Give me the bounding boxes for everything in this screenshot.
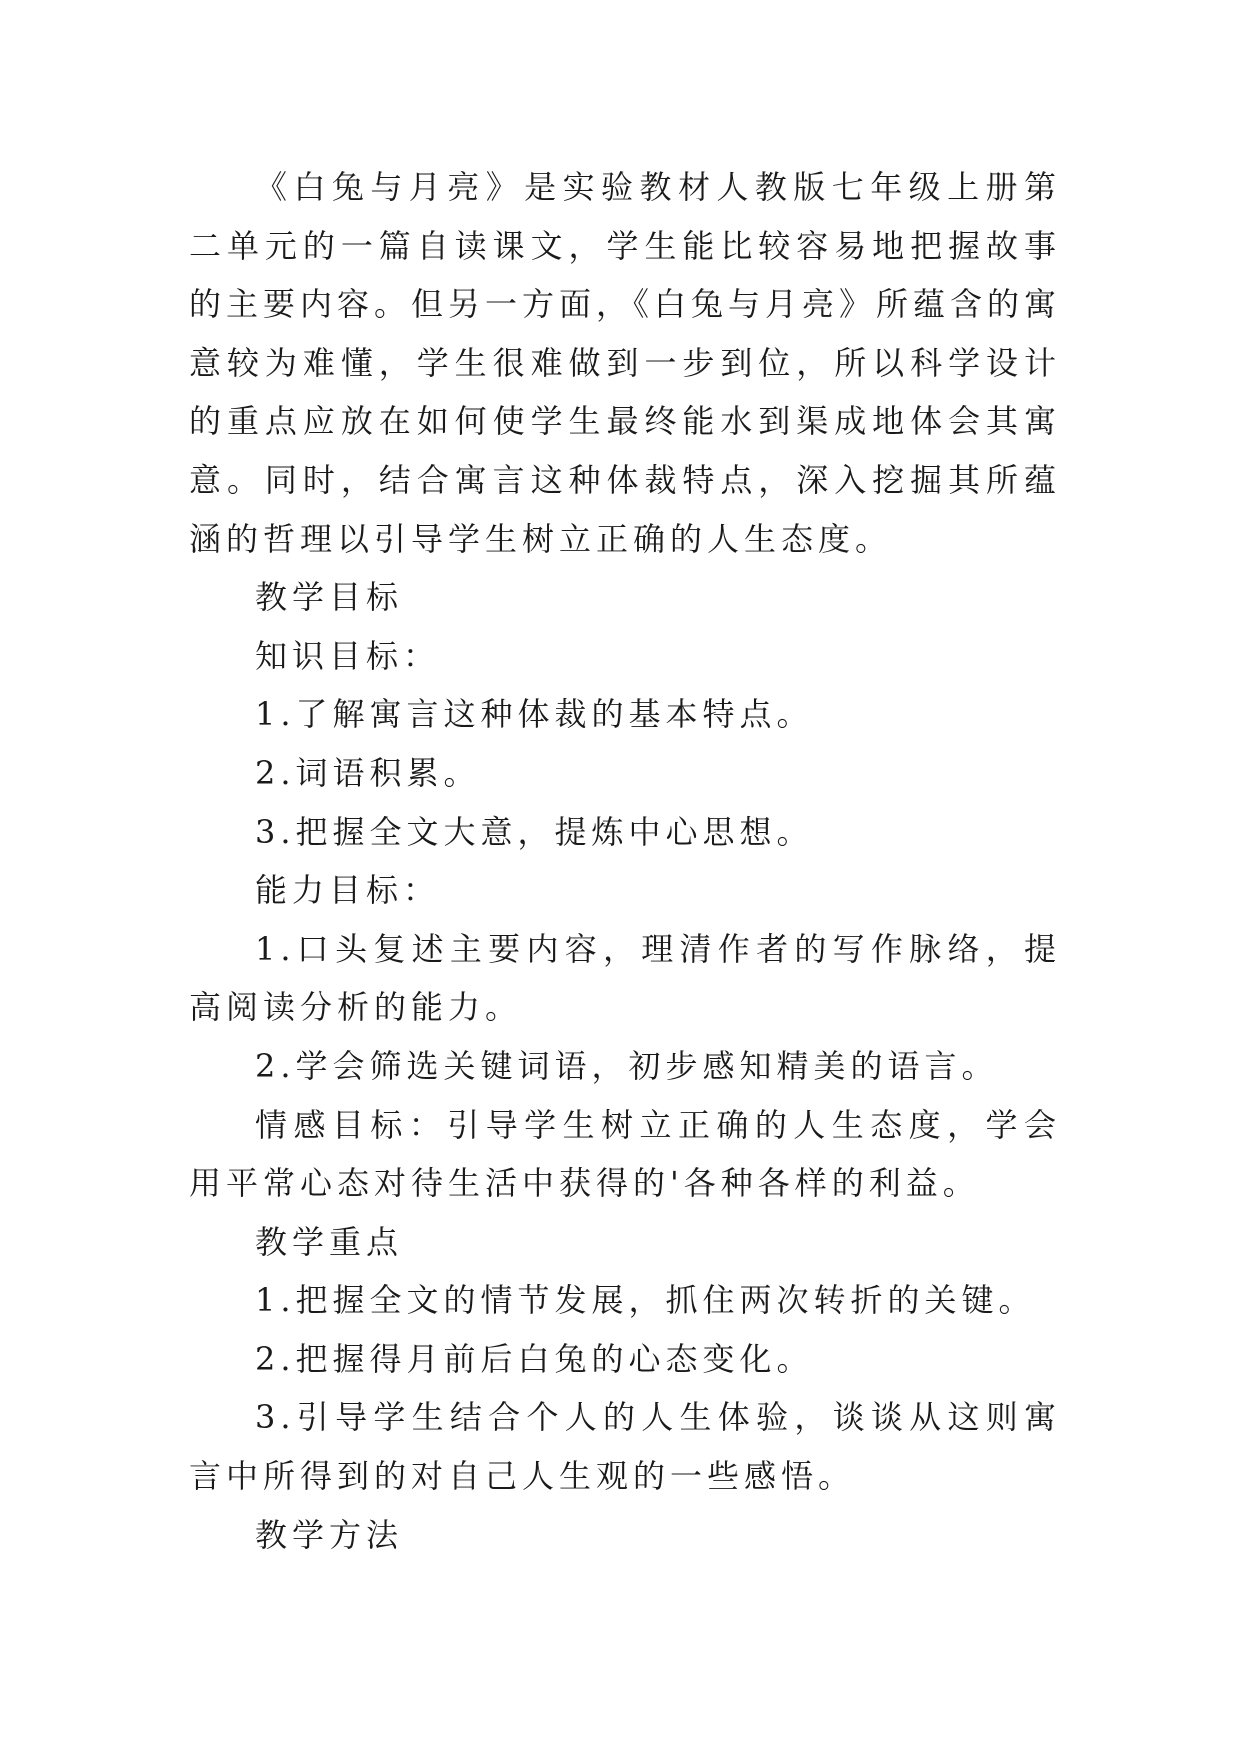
list-item: 1.了解寓言这种体裁的基本特点。 <box>255 695 814 734</box>
list-item: 3.把握全文大意，提炼中心思想。 <box>255 812 814 851</box>
intro-paragraph: 《白兔与月亮》是实验教材人教版七年级上册第二单元的一篇自读课文，学生能比较容易地把握故事的主要内容。但另一方面，《白兔与月亮》所蕴含的寓意较为难懂，学生很难做到一步到位，所以科学设计的重点应放在如何使学生最终能水到渠成地体会其寓意。同时，结合寓言这种体裁特点，深入挖掘其所蕴涵的哲理以引导学生树立正确的人生态度。 <box>189 168 1062 558</box>
emotional-objectives-paragraph: 情感目标：引导学生树立正确的人生态度，学会用平常心态对待生活中获得的'各种各样的利益。 <box>189 1105 1061 1203</box>
list-item: 2.学会筛选关键词语，初步感知精美的语言。 <box>255 1046 999 1085</box>
list-item: 2.把握得月前后白兔的心态变化。 <box>255 1339 814 1378</box>
heading-teaching-methods: 教学方法 <box>255 1515 404 1554</box>
heading-knowledge-objectives: 知识目标： <box>255 636 441 675</box>
list-item: 3.引导学生结合个人的人生体验，谈谈从这则寓言中所得到的对自己人生观的一些感悟。 <box>189 1398 1061 1496</box>
heading-teaching-objectives: 教学目标 <box>255 578 404 617</box>
list-item: 1.口头复述主要内容，理清作者的写作脉络，提高阅读分析的能力。 <box>189 929 1061 1027</box>
heading-teaching-focus: 教学重点 <box>255 1222 404 1261</box>
document-page <box>189 158 1061 1564</box>
list-item: 2.词语积累。 <box>255 753 481 792</box>
heading-ability-objectives: 能力目标： <box>255 871 441 910</box>
list-item: 1.把握全文的情节发展，抓住两次转折的关键。 <box>255 1281 1036 1320</box>
